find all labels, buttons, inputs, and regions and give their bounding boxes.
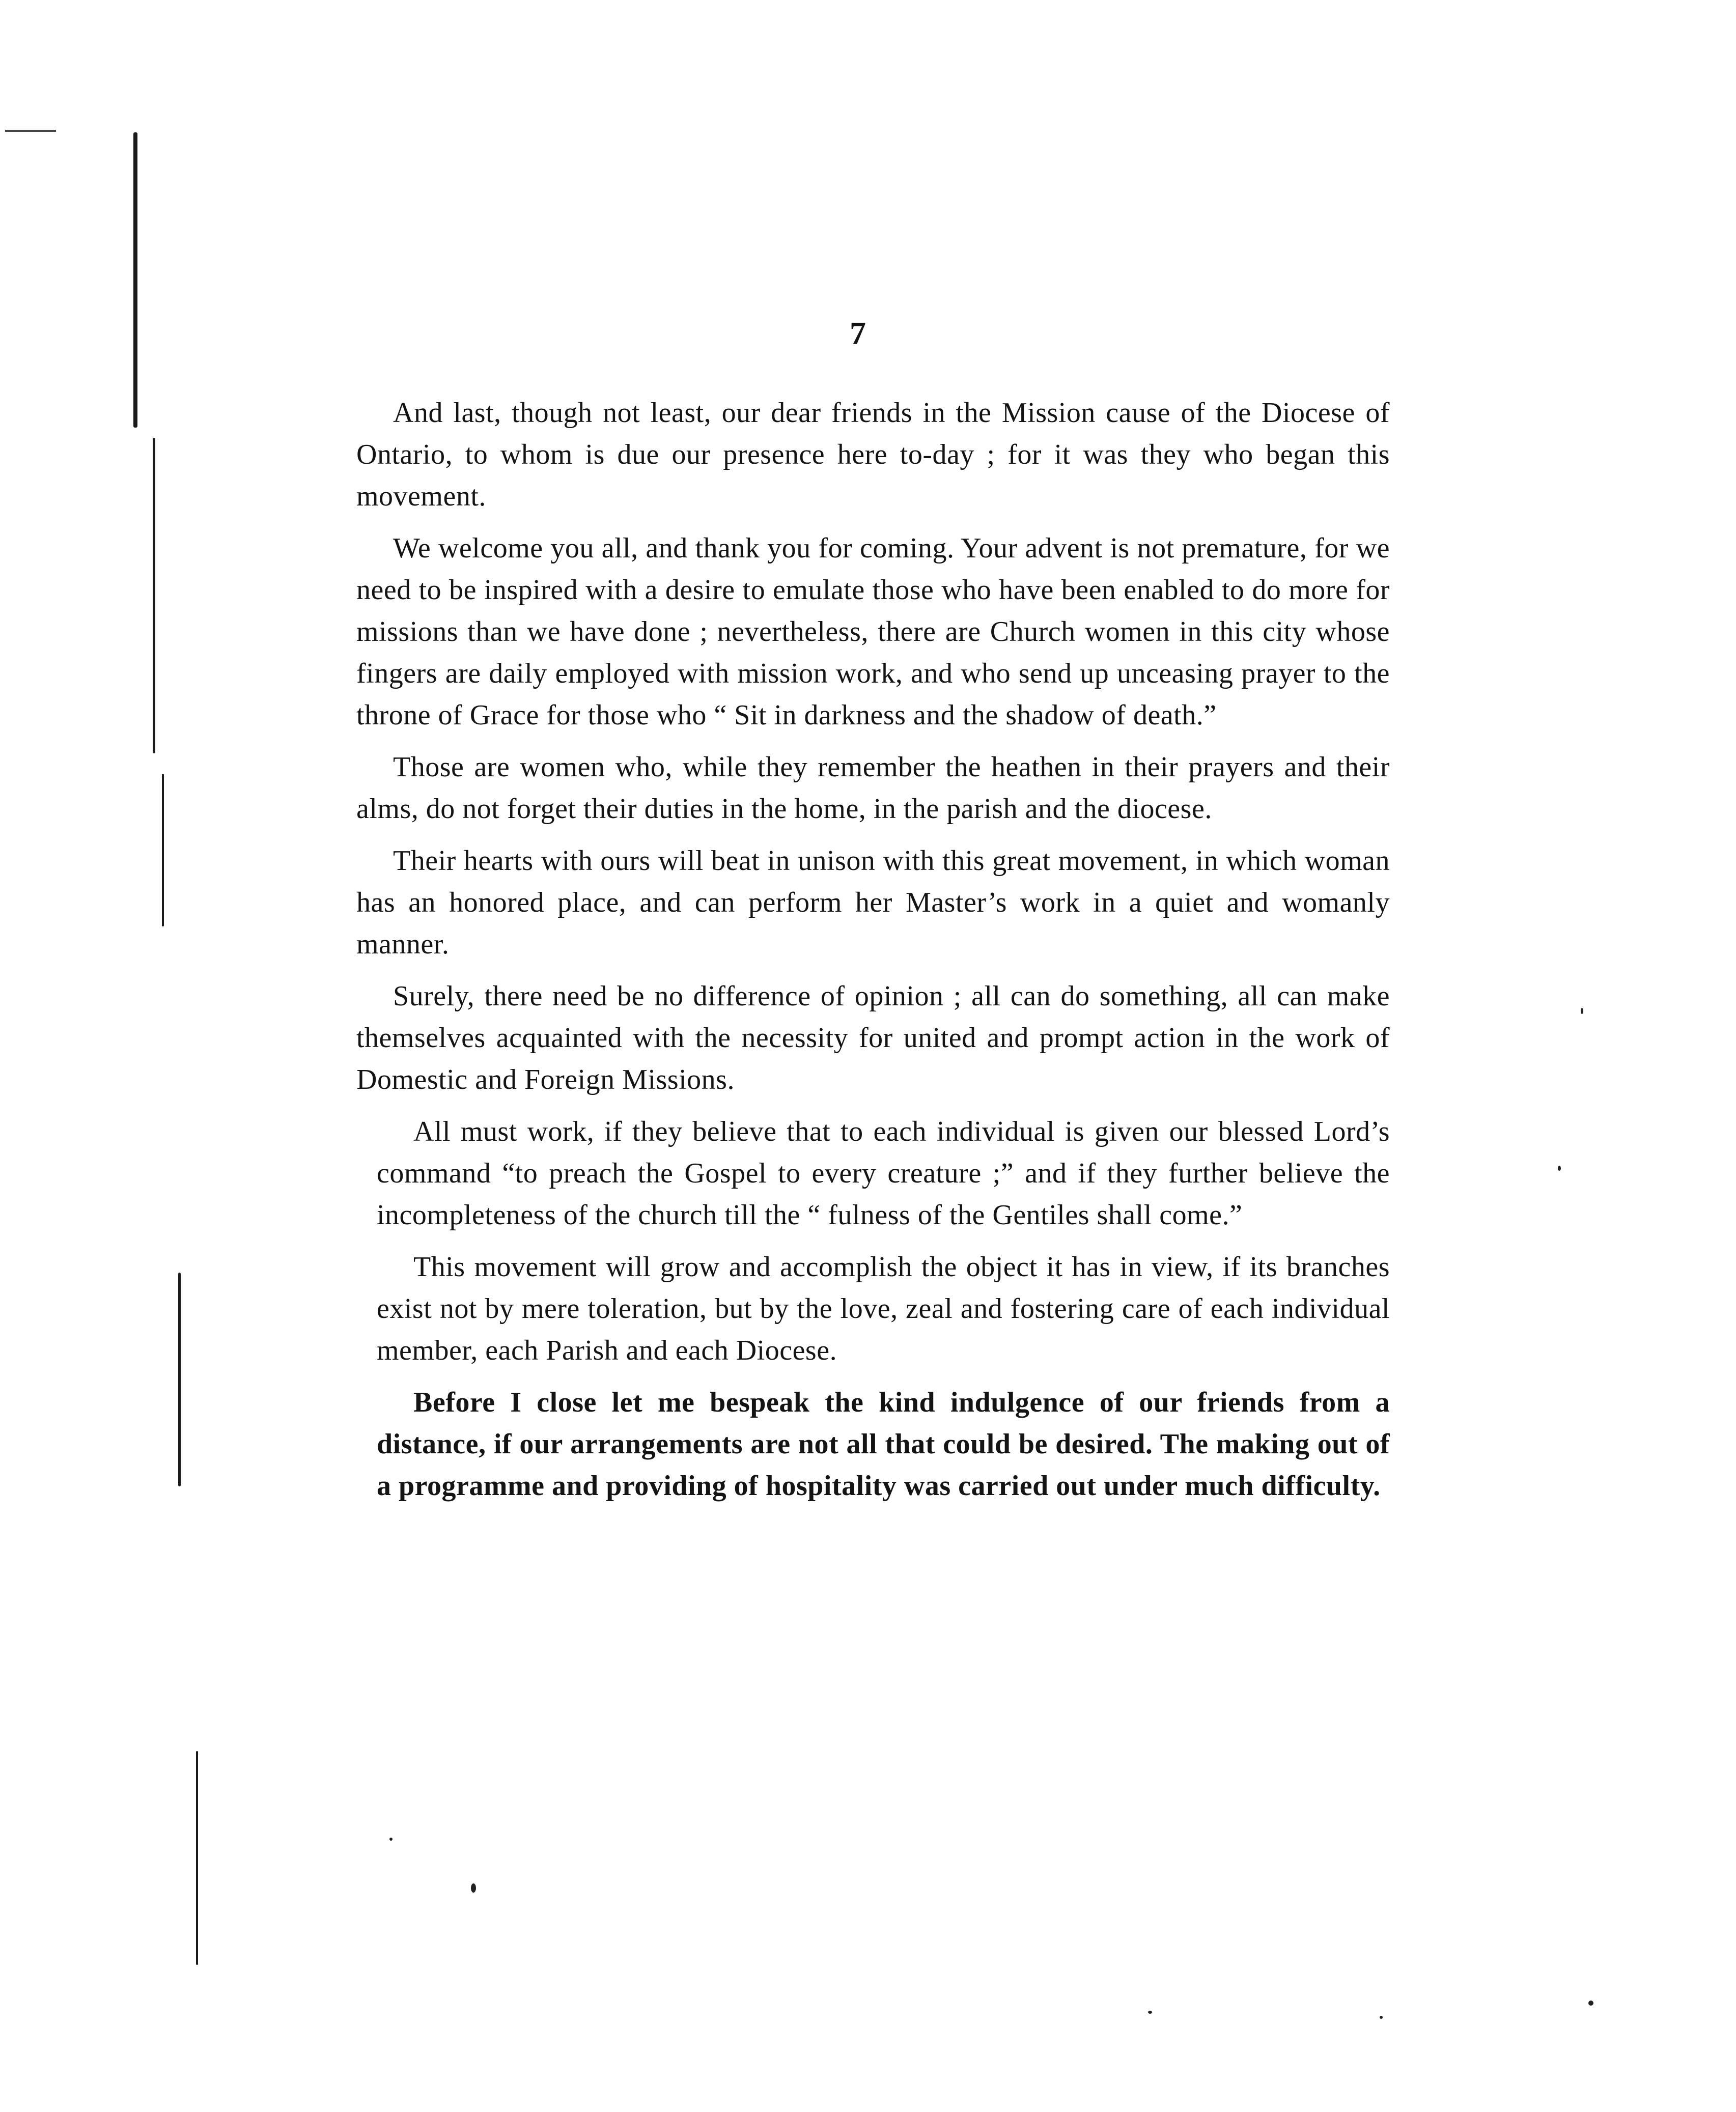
binding-edge — [162, 774, 164, 926]
paragraph: Their hearts with ours will beat in unison with this great movement, in which woman has an honored place, and can perform her Master’s work in a quiet and womanly manner. — [356, 845, 1390, 960]
paragraph: Before I close let me bespeak the kind indulgence of our friends from a distance, if our arrangements are not all that could be desired. The making out of a programme and providing of hospitality was carried out under much difficulty. — [377, 1387, 1390, 1502]
scan-speck — [1581, 1008, 1583, 1014]
body-text — [356, 392, 1390, 1517]
scan-speck — [1380, 2016, 1383, 2019]
page-number: 7 — [850, 315, 866, 351]
scan-artifact-dash — [5, 130, 56, 132]
paragraph: Surely, there need be no difference of opinion ; all can do something, all can make themselves acquainted with the necessity for united and prompt action in the work of Domestic and Foreign Missions. — [356, 980, 1390, 1095]
scan-speck — [1558, 1166, 1561, 1171]
paragraph: This movement will grow and accomplish the object it has in view, if its branches exist not by mere toleration, but by the love, zeal and fostering care of each individual member, each Parish and each Diocese. — [377, 1251, 1390, 1366]
scan-speck — [1148, 2011, 1152, 2014]
paragraph: We welcome you all, and thank you for coming. Your advent is not premature, for we need to be inspired with a desire to emulate those who have been enabled to do more for missions than we have done ; nevertheless, there are Church women in this city whose fingers are daily employed with mission work, and who send up unceasing prayer to the throne of Grace for those who “ Sit in darkness and the shadow of death.” — [356, 532, 1390, 731]
binding-edge — [178, 1273, 181, 1486]
binding-edge — [133, 132, 137, 428]
binding-edge — [153, 438, 155, 753]
scan-speck — [471, 1883, 476, 1893]
paragraph: Those are women who, while they remember the heathen in their prayers and their alms, do not forget their duties in the home, in the parish and the diocese. — [356, 751, 1390, 825]
paragraph: All must work, if they believe that to each individual is given our blessed Lord’s command “to preach the Gospel to every creature ;” and if they further believe the incompleteness of the church till the “ fulness of the Gentiles shall come.” — [377, 1116, 1390, 1231]
paragraph: And last, though not least, our dear friends in the Mission cause of the Diocese of Ontario, to whom is due our presence here to-day ; for it was they who began this movement. — [356, 397, 1390, 512]
scan-speck — [1588, 2001, 1593, 2006]
scan-speck — [389, 1838, 393, 1841]
binding-edge — [196, 1751, 198, 1965]
